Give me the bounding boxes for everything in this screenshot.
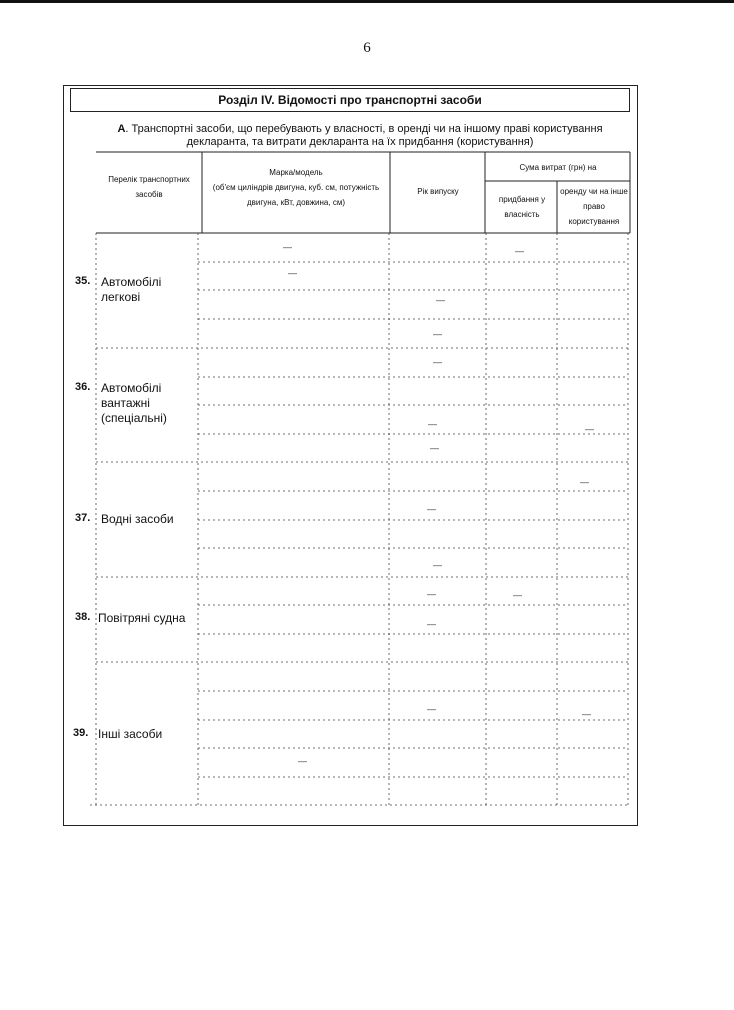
entry-dash: —	[428, 419, 437, 429]
entry-dash: —	[515, 246, 524, 256]
header-brand-model-note: (об'єм циліндрів двигуна, куб. см, потужність двигуна, кВт, довжина, см)	[212, 183, 380, 207]
header-list-text: Перелік транспортних засобів	[108, 175, 190, 199]
entry-dash: —	[430, 443, 439, 453]
entry-dash: —	[298, 756, 307, 766]
header-year: Рік випуску	[417, 187, 459, 196]
row-label-watercraft: Водні засоби	[101, 512, 174, 526]
entry-dash: —	[427, 704, 436, 714]
header-brand-model	[206, 165, 386, 210]
row-label-trucks: Автомобілі вантажні (спеціальні)	[101, 381, 167, 425]
header-ownership: придбання у власність	[498, 195, 546, 219]
entry-dash: —	[427, 619, 436, 629]
subsection-letter: А	[117, 123, 126, 135]
header-list	[98, 172, 200, 202]
entry-dash: —	[580, 477, 589, 487]
entry-dash: —	[427, 504, 436, 514]
row-number: 37.	[75, 512, 91, 524]
row-number: 36.	[75, 381, 91, 393]
row-label-cars: Автомобілі легкові	[101, 275, 162, 304]
subsection-heading	[90, 123, 630, 149]
entry-dash: —	[427, 589, 436, 599]
row-number: 39.	[73, 727, 89, 739]
row-label-other: Інші засоби	[98, 727, 163, 741]
entry-dash: —	[433, 560, 442, 570]
row-number: 38.	[75, 611, 91, 623]
entry-dash: —	[288, 268, 297, 278]
header-lease: оренду чи на інше право користування	[560, 187, 628, 226]
entry-dash: —	[513, 590, 522, 600]
row-label-aircraft: Повітряні судна	[98, 611, 186, 625]
header-brand-model-title: Марка/модель	[269, 168, 323, 177]
entry-dash: —	[582, 709, 591, 719]
row-number: 35.	[75, 275, 91, 287]
subsection-text: . Транспортні засоби, що перебувають у власності, в оренді чи на іншому праві користування декларанта, та витрати декларанта на їх придбання (користування)	[125, 123, 603, 148]
entry-dash: —	[433, 357, 442, 367]
header-expenses: Сума витрат (грн) на	[519, 163, 597, 172]
page-number: 6	[363, 40, 371, 56]
entry-dash: —	[283, 242, 292, 252]
top-border-line	[0, 0, 734, 3]
entry-dash: —	[433, 329, 442, 339]
entry-dash: —	[436, 295, 445, 305]
section-title: Розділ IV. Відомості про транспортні засоби	[70, 88, 630, 112]
entry-dash: —	[585, 424, 594, 434]
